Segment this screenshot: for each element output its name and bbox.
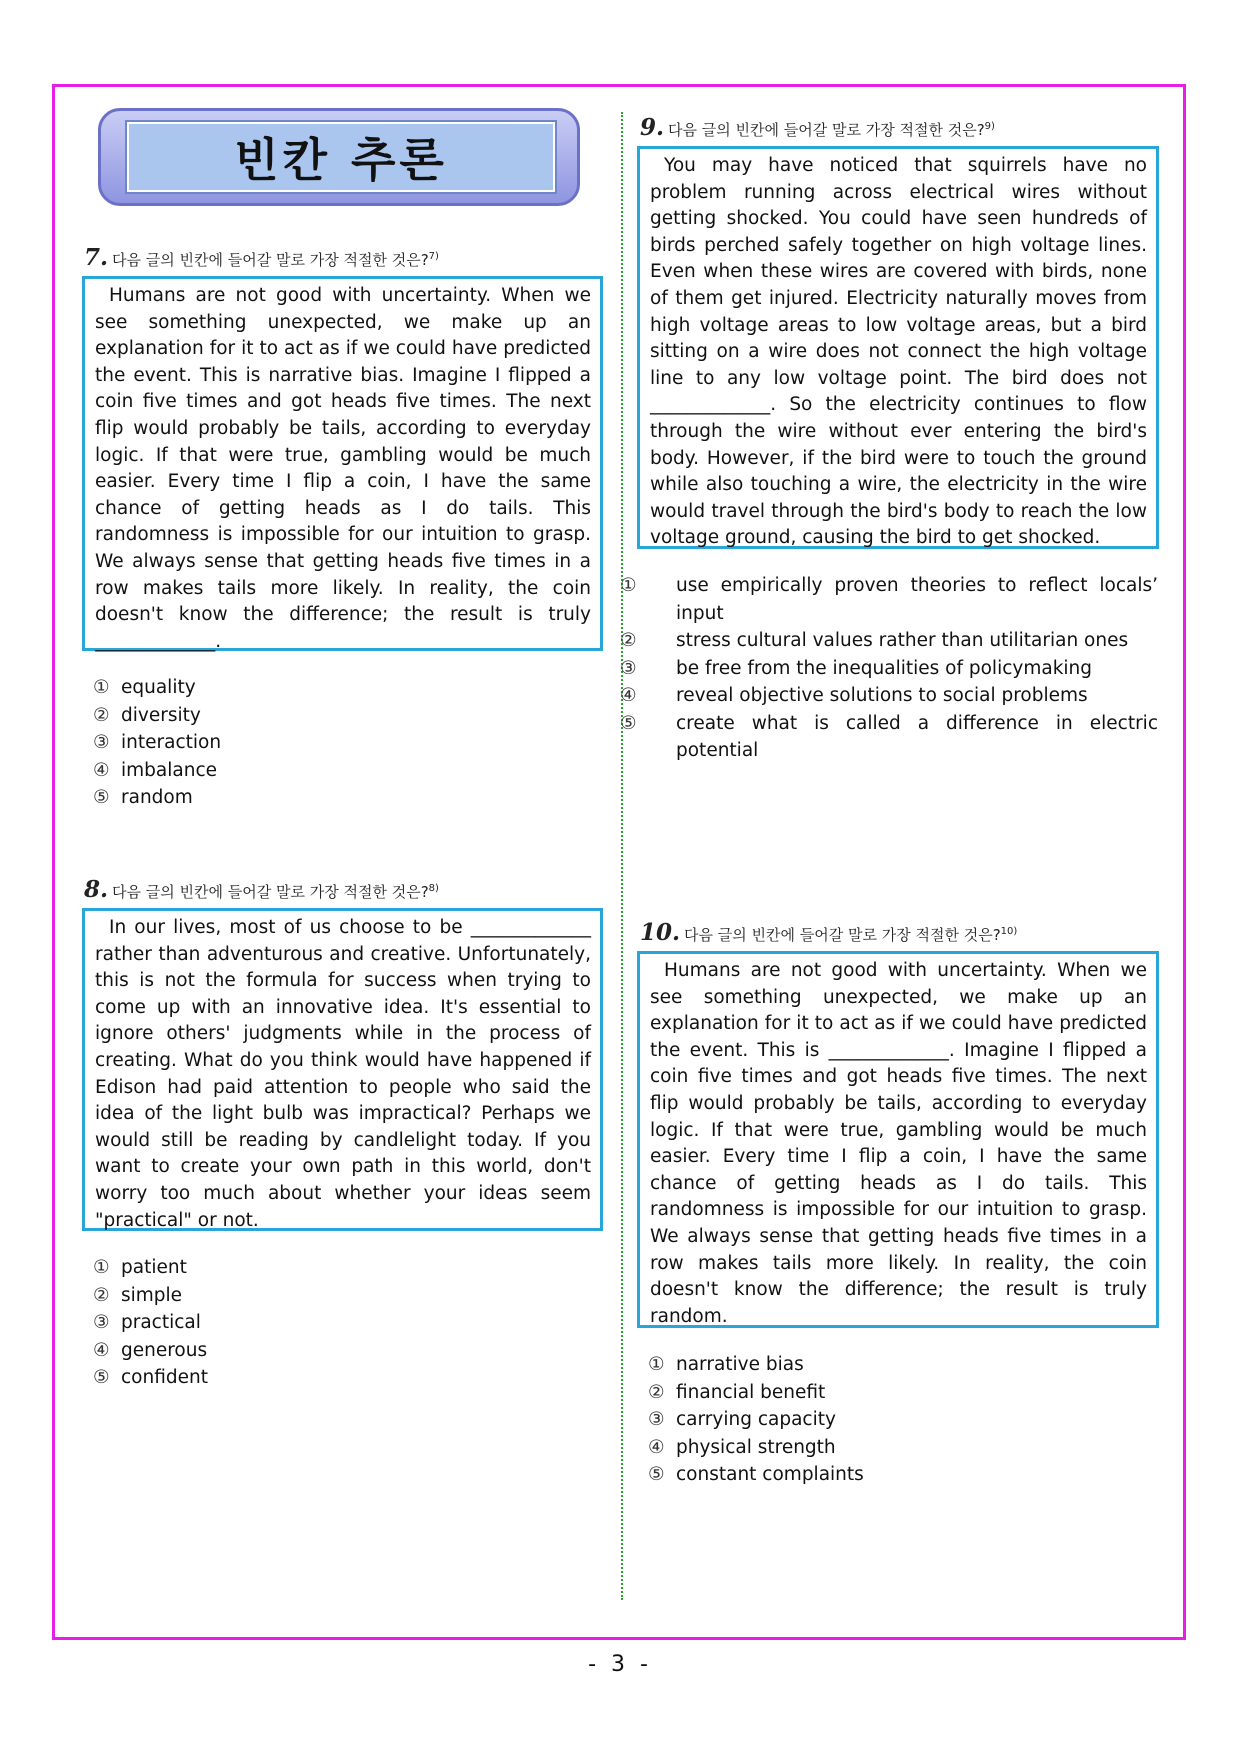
choice[interactable] — [620, 655, 1158, 683]
question-number: 7. — [84, 244, 109, 271]
choice-number: ① — [648, 1354, 665, 1375]
choice[interactable] — [620, 710, 1158, 765]
choice[interactable] — [93, 757, 593, 785]
choice-text: interaction — [121, 732, 222, 753]
question-10-heading — [640, 919, 1017, 946]
choice[interactable] — [620, 572, 1158, 627]
choice-number: ⑤ — [93, 787, 110, 808]
question-ref: 8) — [428, 883, 439, 894]
choice-number: ④ — [620, 685, 637, 706]
title-banner — [98, 108, 580, 206]
question-instruction: 다음 글의 빈칸에 들어갈 말로 가장 적절한 것은? — [112, 883, 429, 901]
choice-number: ③ — [93, 1312, 110, 1333]
choice[interactable] — [93, 702, 593, 730]
question-number: 9. — [640, 114, 665, 141]
choice-number: ④ — [648, 1436, 665, 1458]
choice-text: random — [121, 787, 193, 808]
question-9-choices — [620, 572, 1158, 765]
question-7-choices — [93, 674, 593, 812]
choice-number: ③ — [648, 1409, 665, 1430]
choice[interactable] — [93, 1282, 593, 1310]
choice-number: ② — [620, 630, 637, 651]
choice[interactable] — [93, 1254, 593, 1282]
column-divider — [621, 112, 623, 1600]
choice-text: be free from the inequalities of policymaking — [676, 657, 1093, 679]
choice-number: ① — [93, 677, 110, 698]
question-instruction: 다음 글의 빈칸에 들어갈 말로 가장 적절한 것은? — [112, 251, 429, 269]
choice[interactable] — [648, 1406, 1148, 1434]
choice-text: imbalance — [121, 759, 217, 781]
choice-text: financial benefit — [676, 1381, 826, 1403]
choice[interactable] — [648, 1351, 1148, 1379]
choice-text: use empirically proven theories to reflect locals’ input — [676, 575, 1158, 624]
choice-text: generous — [121, 1339, 208, 1361]
choice[interactable] — [648, 1434, 1148, 1462]
choice-text: constant complaints — [676, 1464, 864, 1485]
choice-text: physical strength — [676, 1436, 836, 1458]
choice-number: ④ — [93, 1339, 110, 1361]
choice[interactable] — [620, 627, 1158, 655]
choice[interactable] — [648, 1379, 1148, 1407]
choice-text: practical — [121, 1312, 201, 1333]
choice-text: create what is called a difference in electric potential — [676, 712, 1158, 761]
question-10-passage: Humans are not good with uncertainty. When we see something unexpected, we make up an explanation for it to act as if we could have predicted the event. This is _____________. Imagine I flipped a coin five times and got heads five times. The next flip would probably be tails, according to everyday logic. If that were true, gambling would be much easier. Every time I flip a coin, I have the same chance of getting heads as I do tails. This randomness is impossible for our intuition to grasp. We always sense that getting heads five times in a row makes tails more likely. In reality, the coin doesn't know the difference; the result is truly random. — [637, 951, 1159, 1328]
choice-text: stress cultural values rather than utilitarian ones — [676, 630, 1129, 651]
choice-text: reveal objective solutions to social problems — [676, 685, 1088, 706]
question-9-heading — [640, 114, 995, 141]
choice-text: equality — [121, 677, 196, 698]
choice-number: ① — [93, 1257, 110, 1278]
choice[interactable] — [620, 682, 1158, 710]
choice-text: simple — [121, 1284, 183, 1306]
choice-number: ③ — [620, 657, 637, 679]
question-8-heading — [84, 876, 439, 903]
question-ref: 7) — [428, 251, 439, 262]
question-9-passage: You may have noticed that squirrels have no problem running across electrical wires without getting shocked. You could have seen hundreds of birds perched safely together on high voltage lines. Even when these wires are covered with birds, none of them get injured. Electricity naturally moves from high voltage areas to low voltage areas, but a bird sitting on a wire does not connect the high voltage line to any low voltage point. The bird does not _____________. So the electricity continues to flow through the wire without ever entering the bird's body. However, if the bird were to touch the ground while also touching a wire, the electricity in the wire would travel through the bird's body to reach the low voltage ground, causing the bird to get shocked. — [637, 146, 1159, 549]
choice-number: ⑤ — [93, 1367, 110, 1388]
choice-text: patient — [121, 1257, 187, 1278]
question-number: 10. — [640, 919, 681, 946]
question-8-choices — [93, 1254, 593, 1392]
choice-text: narrative bias — [676, 1354, 804, 1375]
choice[interactable] — [93, 729, 593, 757]
question-8-passage: In our lives, most of us choose to be _____________ rather than adventurous and creative. Unfortunately, this is not the formula for success when trying to come up with an innovative idea. It's essential to ignore others' judgments while in the process of creating. What do you think would have happened if Edison had paid attention to people who said the idea of the light bulb was impractical? Perhaps we would still be reading by candlelight today. If you want to create your own path in this world, don't worry too much about whether your ideas seem "practical" or not. — [82, 908, 603, 1231]
choice-number: ② — [93, 704, 110, 726]
choice-number: ① — [620, 575, 637, 596]
question-10-choices — [648, 1351, 1148, 1489]
choice[interactable] — [93, 1309, 593, 1337]
question-ref: 10) — [1000, 926, 1018, 937]
question-7-heading — [84, 244, 439, 271]
question-instruction: 다음 글의 빈칸에 들어갈 말로 가장 적절한 것은? — [684, 926, 1001, 944]
choice-number: ④ — [93, 759, 110, 781]
choice-text: confident — [121, 1367, 208, 1388]
choice[interactable] — [93, 1337, 593, 1365]
question-number: 8. — [84, 876, 109, 903]
choice-number: ⑤ — [648, 1464, 665, 1485]
question-instruction: 다음 글의 빈칸에 들어갈 말로 가장 적절한 것은? — [668, 121, 985, 139]
choice-text: diversity — [121, 704, 201, 726]
choice[interactable] — [93, 674, 593, 702]
choice-number: ② — [648, 1381, 665, 1403]
question-7-passage: Humans are not good with uncertainty. When we see something unexpected, we make up an explanation for it to act as if we could have predicted the event. This is narrative bias. Imagine I flipped a coin five times and got heads five times. The next flip would probably be tails, according to everyday logic. If that were true, gambling would be much easier. Every time I flip a coin, I have the same chance of getting heads as I do tails. This randomness is impossible for our intuition to grasp. We always sense that getting heads five times in a row makes tails more likely. In reality, the coin doesn't know the difference; the result is truly _____________. — [82, 276, 603, 651]
page-number: - 3 - — [588, 1652, 652, 1677]
choice-number: ⑤ — [620, 712, 637, 734]
choice-number: ② — [93, 1284, 110, 1306]
choice-number: ③ — [93, 732, 110, 753]
choice[interactable] — [648, 1461, 1148, 1489]
question-ref: 9) — [984, 121, 995, 132]
choice[interactable] — [93, 1364, 593, 1392]
page-title: 빈칸 추론 — [127, 122, 555, 192]
choice-text: carrying capacity — [676, 1409, 836, 1430]
choice[interactable] — [93, 784, 593, 812]
